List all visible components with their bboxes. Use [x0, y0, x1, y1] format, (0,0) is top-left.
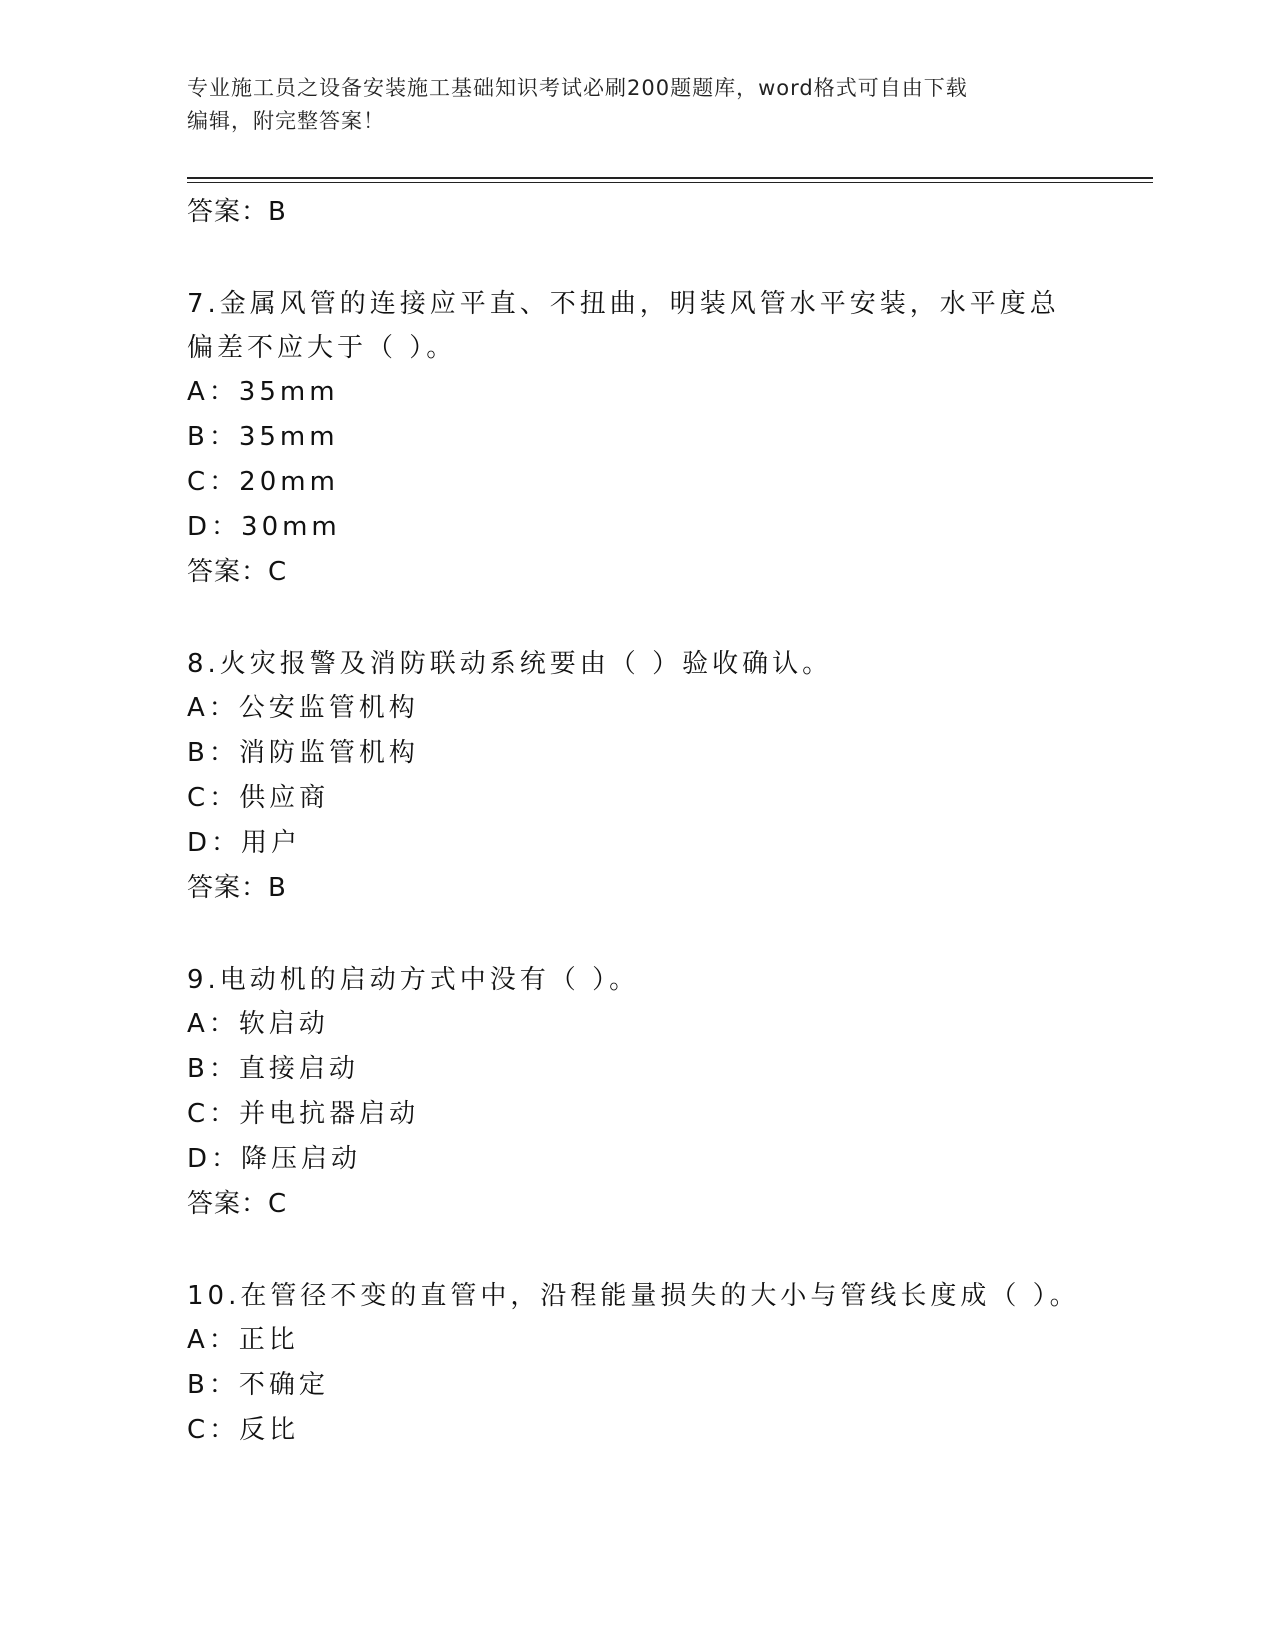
question-list: [187, 190, 1087, 1453]
header-divider-thin: [187, 182, 1153, 183]
option-b: B：不确定: [187, 1370, 329, 1400]
question-text: 9.电动机的启动方式中没有（ ）。: [187, 965, 640, 995]
option-d: D：降压启动: [187, 1144, 362, 1174]
question-block: [187, 1274, 1087, 1453]
option-a: A：软启动: [187, 1009, 329, 1039]
question-block: [187, 958, 1087, 1226]
option-d: D：30mm: [187, 512, 341, 542]
answer-line: 答案：B: [187, 873, 287, 903]
option-c: C：供应商: [187, 783, 330, 813]
spacer: [187, 594, 1087, 642]
question-text: 8.火灾报警及消防联动系统要由（ ）验收确认。: [187, 649, 833, 679]
option-b: B：消防监管机构: [187, 738, 419, 768]
option-d: D：用户: [187, 828, 302, 858]
question-text: 7.金属风管的连接应平直、不扭曲，明装风管水平安装，水平度总偏差不应大于（ ）。: [187, 289, 1060, 363]
option-a: A：正比: [187, 1325, 299, 1355]
spacer: [187, 910, 1087, 958]
option-c: C：反比: [187, 1415, 300, 1445]
header-title-line-1: 专业施工员之设备安装施工基础知识考试必刷200题题库，word格式可自由下载: [187, 76, 968, 100]
question-block: [187, 642, 1087, 910]
question-text: 10.在管径不变的直管中，沿程能量损失的大小与管线长度成（ ）。: [187, 1281, 1080, 1311]
spacer: [187, 234, 1087, 282]
document-header: [187, 72, 1067, 138]
question-block: [187, 282, 1087, 594]
option-b: B：直接启动: [187, 1054, 359, 1084]
answer-line: 答案：C: [187, 557, 288, 587]
option-c: C：20mm: [187, 467, 339, 497]
header-divider-thick: [187, 177, 1153, 179]
spacer: [187, 1226, 1087, 1274]
answer-line: 答案：C: [187, 1189, 288, 1219]
option-a: A：公安监管机构: [187, 693, 419, 723]
answer-line: 答案：B: [187, 197, 287, 227]
option-c: C：并电抗器启动: [187, 1099, 420, 1129]
option-b: B：35mm: [187, 422, 339, 452]
header-title-line-2: 编辑，附完整答案！: [187, 109, 385, 133]
option-a: A：35mm: [187, 377, 339, 407]
